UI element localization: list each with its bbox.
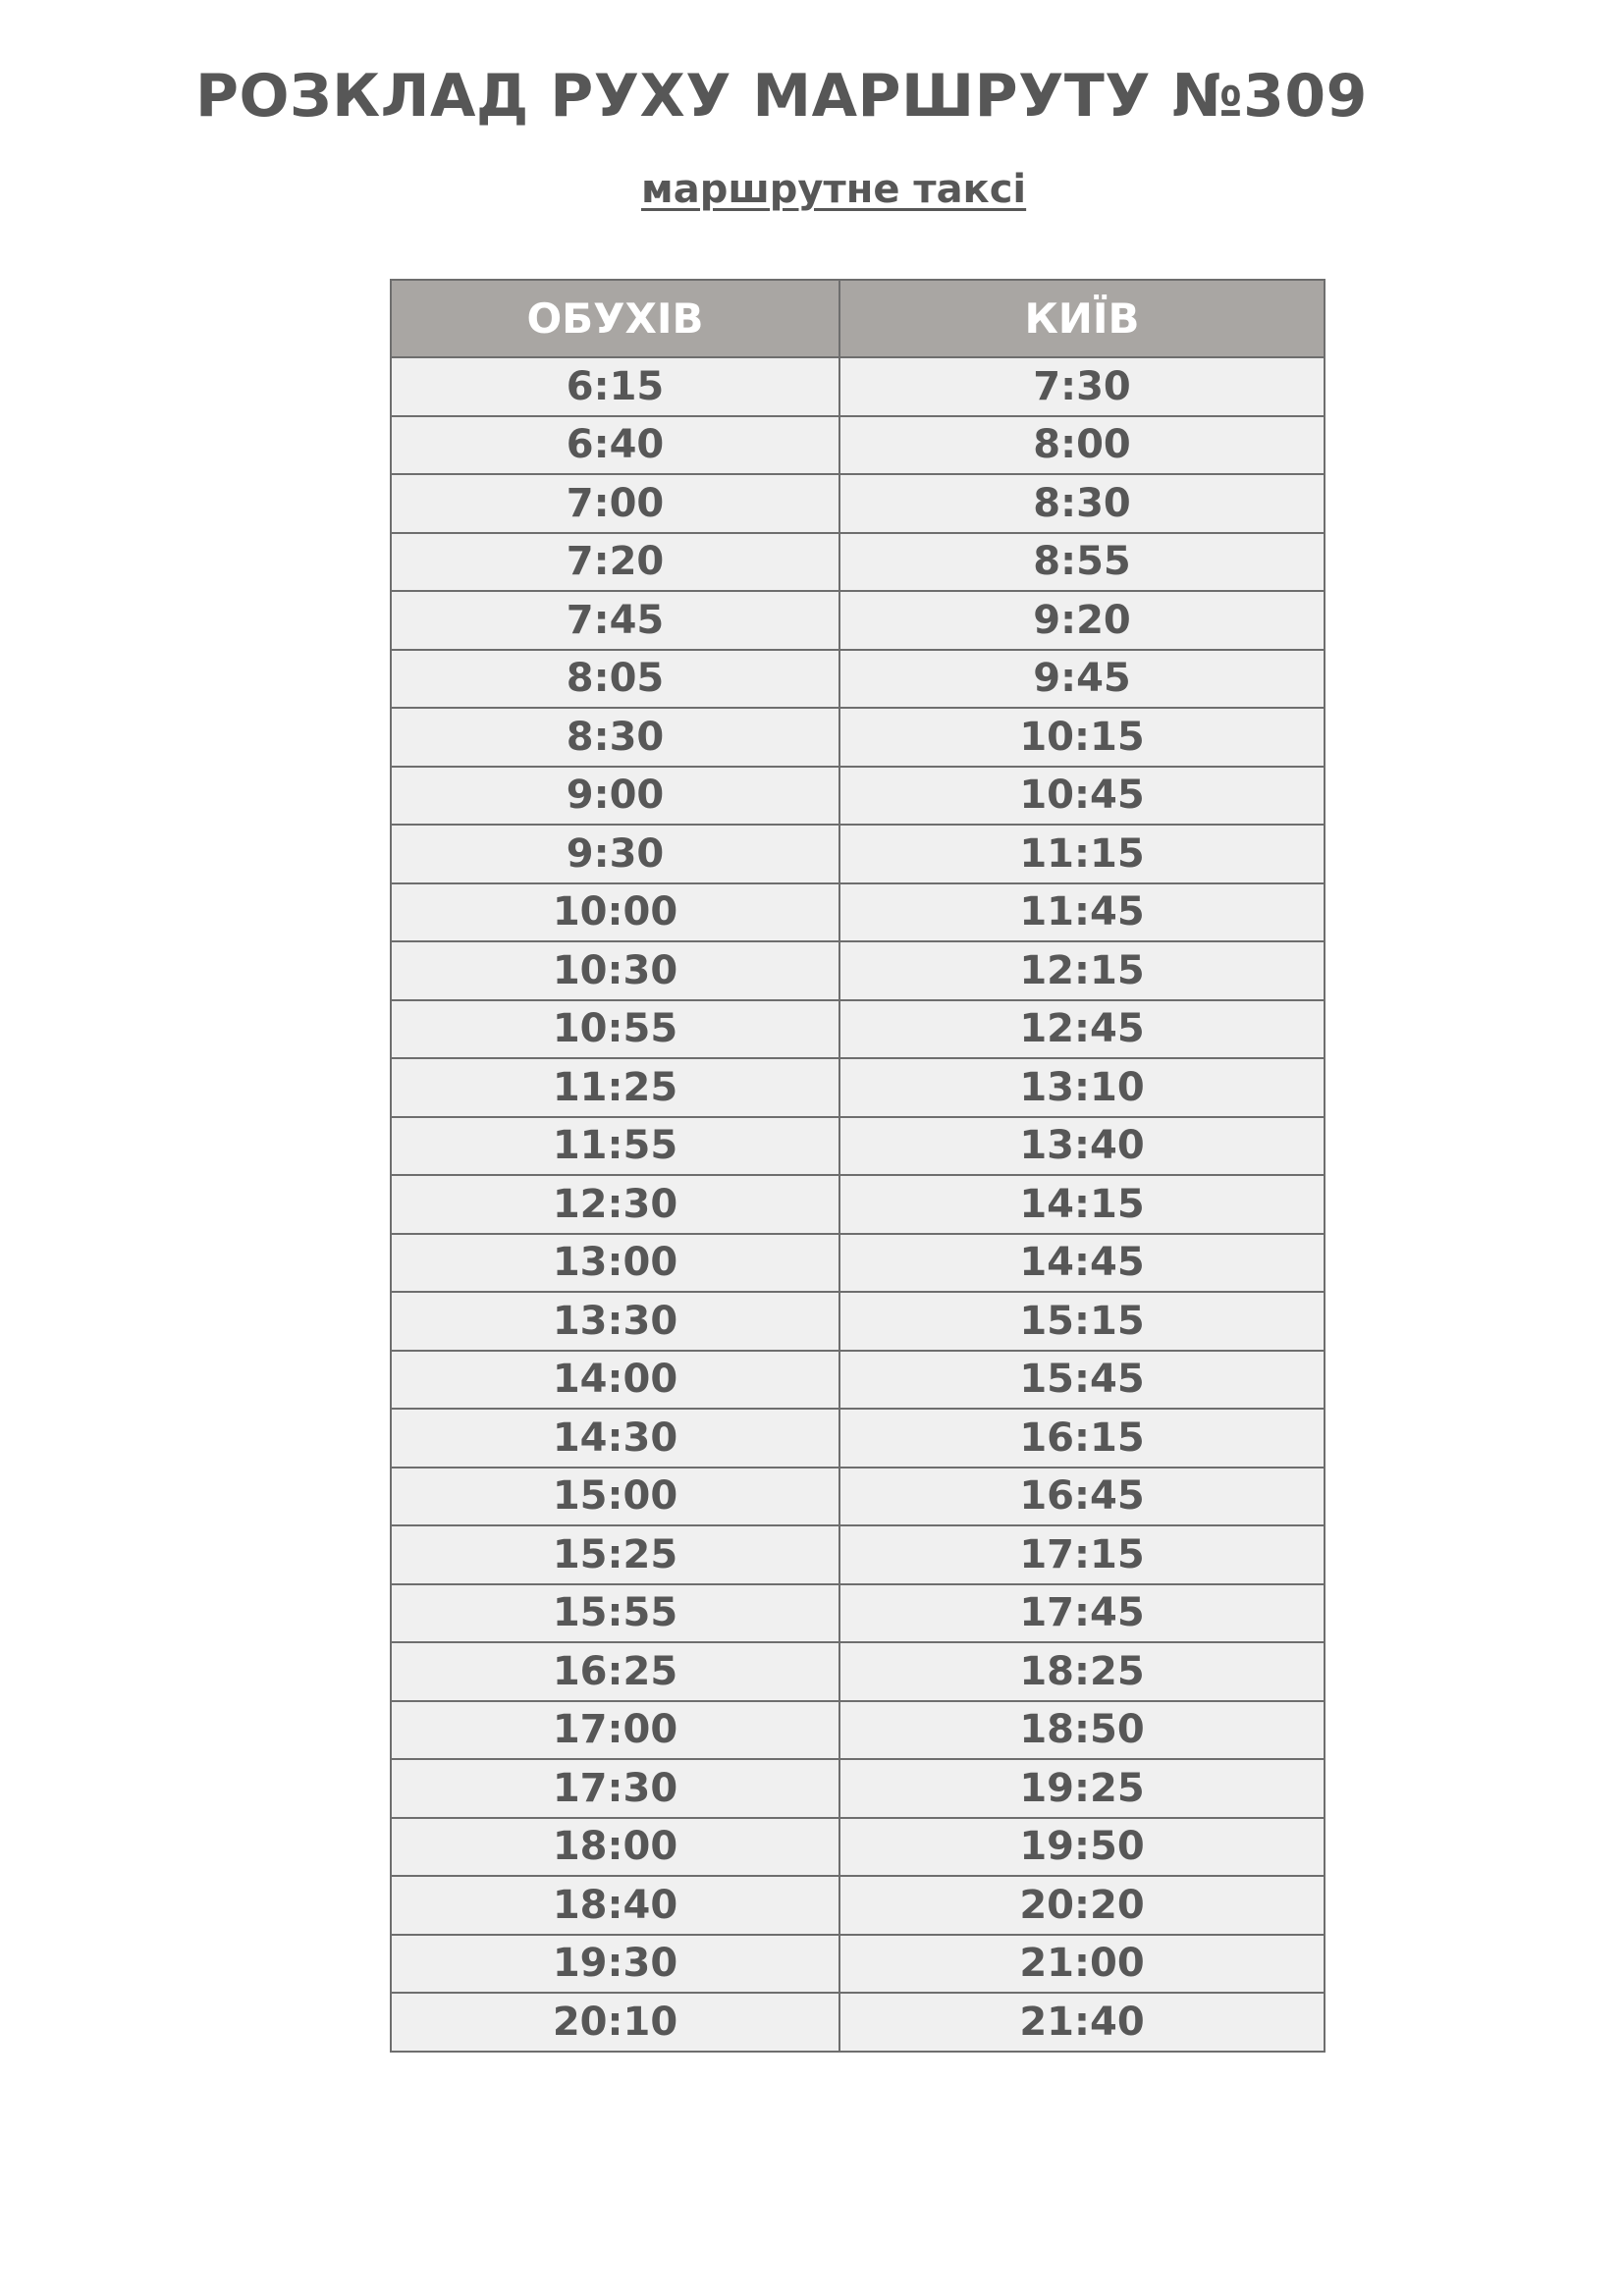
table-row (391, 591, 1325, 650)
departure-time-obukhiv: 15:00 (391, 1468, 839, 1526)
departure-time-kyiv: 21:00 (839, 1935, 1325, 1994)
departure-time-obukhiv: 10:00 (391, 883, 839, 942)
departure-time-kyiv: 15:45 (839, 1351, 1325, 1410)
table-row (391, 1759, 1325, 1818)
departure-time-kyiv: 13:40 (839, 1117, 1325, 1176)
table-row (391, 1642, 1325, 1701)
departure-time-kyiv: 19:25 (839, 1759, 1325, 1818)
table-row (391, 650, 1325, 709)
departure-time-obukhiv: 16:25 (391, 1642, 839, 1701)
departure-time-kyiv: 7:30 (839, 357, 1325, 416)
departure-time-obukhiv: 10:55 (391, 1000, 839, 1059)
table-row (391, 357, 1325, 416)
departure-time-obukhiv: 8:30 (391, 708, 839, 767)
departure-time-obukhiv: 15:55 (391, 1584, 839, 1643)
table-row (391, 1117, 1325, 1176)
table-row (391, 883, 1325, 942)
departure-time-kyiv: 14:45 (839, 1234, 1325, 1293)
table-row (391, 533, 1325, 592)
departure-time-kyiv: 19:50 (839, 1818, 1325, 1877)
departure-time-obukhiv: 7:20 (391, 533, 839, 592)
table-row (391, 1292, 1325, 1351)
column-header-kyiv: КИЇВ (839, 280, 1325, 357)
departure-time-obukhiv: 11:25 (391, 1058, 839, 1117)
table-row (391, 1175, 1325, 1234)
departure-time-obukhiv: 14:30 (391, 1409, 839, 1468)
departure-time-kyiv: 18:25 (839, 1642, 1325, 1701)
table-row (391, 708, 1325, 767)
table-row (391, 1409, 1325, 1468)
departure-time-obukhiv: 9:30 (391, 825, 839, 883)
table-row (391, 767, 1325, 826)
table-row (391, 1525, 1325, 1584)
table-row (391, 1993, 1325, 2052)
departure-time-obukhiv: 7:00 (391, 474, 839, 533)
departure-time-kyiv: 9:45 (839, 650, 1325, 709)
departure-time-kyiv: 12:15 (839, 941, 1325, 1000)
departure-time-obukhiv: 13:30 (391, 1292, 839, 1351)
column-header-obukhiv: ОБУХІВ (391, 280, 839, 357)
departure-time-kyiv: 13:10 (839, 1058, 1325, 1117)
departure-time-kyiv: 10:15 (839, 708, 1325, 767)
table-row (391, 1058, 1325, 1117)
table-row (391, 1000, 1325, 1059)
departure-time-kyiv: 17:45 (839, 1584, 1325, 1643)
departure-time-kyiv: 8:00 (839, 416, 1325, 475)
schedule-body (391, 357, 1325, 2052)
table-row (391, 1468, 1325, 1526)
departure-time-kyiv: 11:45 (839, 883, 1325, 942)
table-row (391, 1935, 1325, 1994)
table-row (391, 1584, 1325, 1643)
departure-time-kyiv: 16:45 (839, 1468, 1325, 1526)
departure-time-kyiv: 12:45 (839, 1000, 1325, 1059)
table-row (391, 1234, 1325, 1293)
departure-time-obukhiv: 18:40 (391, 1876, 839, 1935)
table-row (391, 474, 1325, 533)
departure-time-kyiv: 8:30 (839, 474, 1325, 533)
departure-time-obukhiv: 6:15 (391, 357, 839, 416)
departure-time-obukhiv: 13:00 (391, 1234, 839, 1293)
departure-time-kyiv: 16:15 (839, 1409, 1325, 1468)
departure-time-obukhiv: 12:30 (391, 1175, 839, 1234)
table-row (391, 825, 1325, 883)
departure-time-kyiv: 17:15 (839, 1525, 1325, 1584)
departure-time-obukhiv: 6:40 (391, 416, 839, 475)
departure-time-obukhiv: 8:05 (391, 650, 839, 709)
departure-time-obukhiv: 9:00 (391, 767, 839, 826)
departure-time-kyiv: 9:20 (839, 591, 1325, 650)
table-row (391, 941, 1325, 1000)
departure-time-obukhiv: 17:30 (391, 1759, 839, 1818)
departure-time-kyiv: 18:50 (839, 1701, 1325, 1760)
departure-time-obukhiv: 19:30 (391, 1935, 839, 1994)
table-row (391, 416, 1325, 475)
departure-time-kyiv: 21:40 (839, 1993, 1325, 2052)
table-row (391, 1701, 1325, 1760)
table-row (391, 1351, 1325, 1410)
departure-time-kyiv: 20:20 (839, 1876, 1325, 1935)
departure-time-kyiv: 14:15 (839, 1175, 1325, 1234)
departure-time-kyiv: 15:15 (839, 1292, 1325, 1351)
table-row (391, 1876, 1325, 1935)
table-row (391, 1818, 1325, 1877)
departure-time-obukhiv: 11:55 (391, 1117, 839, 1176)
departure-time-obukhiv: 18:00 (391, 1818, 839, 1877)
departure-time-obukhiv: 10:30 (391, 941, 839, 1000)
departure-time-kyiv: 11:15 (839, 825, 1325, 883)
departure-time-obukhiv: 15:25 (391, 1525, 839, 1584)
departure-time-kyiv: 10:45 (839, 767, 1325, 826)
page-subtitle: маршрутне таксі (641, 167, 1027, 212)
schedule-table (390, 279, 1325, 2053)
departure-time-obukhiv: 17:00 (391, 1701, 839, 1760)
departure-time-kyiv: 8:55 (839, 533, 1325, 592)
page-title: РОЗКЛАД РУХУ МАРШРУТУ №309 (195, 62, 1368, 131)
table-header-row (391, 280, 1325, 357)
departure-time-obukhiv: 20:10 (391, 1993, 839, 2052)
departure-time-obukhiv: 7:45 (391, 591, 839, 650)
departure-time-obukhiv: 14:00 (391, 1351, 839, 1410)
